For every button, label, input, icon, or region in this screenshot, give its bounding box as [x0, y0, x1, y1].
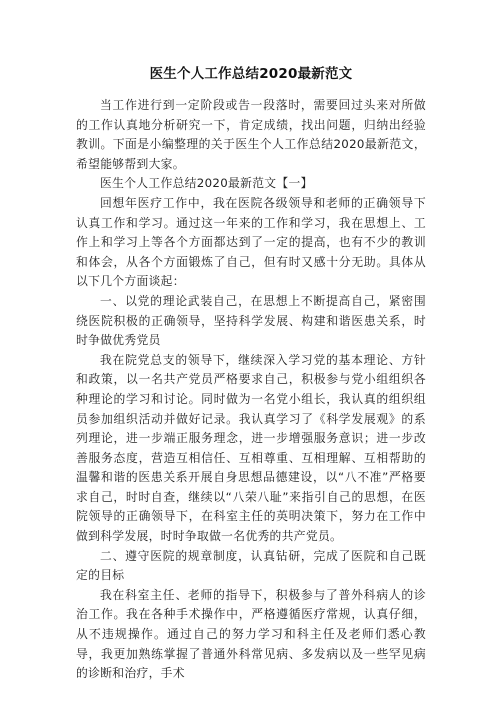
intro-paragraph: 当工作进行到一定阶段或告一段落时，需要回过头来对所做的工作认真地分析研究一下，肯定成绩，找出问题，归纳出经验教训。下面是小编整理的关于医生个人工作总结2020最新范文，希望能够帮到大家。 [76, 98, 426, 171]
document-title: 医生个人工作总结2020最新范文 [149, 66, 353, 82]
point-heading-1: 一、以党的理论武装自己，在思想上不断提高自己，紧密围绕医院积极的正确领导，坚持科学发展、构建和谐医患关系，时时争做优秀党员 [76, 293, 426, 348]
point-heading-2: 二、遵守医院的规章制度，认真钻研，完成了医院和自己既定的目标 [76, 548, 426, 583]
body-paragraph: 我在院党总支的领导下，继续深入学习党的基本理论、方针和政策，以一名共产党员严格要求自己，积极参与党小组组织各种理论的学习和讨论。同时做为一名党小组长，我认真的组织组员参加组织活动并做好记录。我认真学习了《科学发展观》的系列理论，进一步端正服务理念，进一步增强服务意识；进一步改善服务态度，营造互相信任、互相尊重、互相理解、互相帮助的温馨和谐的医患关系开展自身思想品德建设，以“八不准”严格要求自己，时时自查，继续以“八荣八耻”来指引自己的思想，在医院领导的正确领导下，在科室主任的英明决策下，努力在工作中做到科学发展，时时争取做一名优秀的共产党员。 [76, 352, 426, 544]
body-paragraph: 我在科室主任、老师的指导下，积极参与了普外科病人的诊治工作。我在各种手术操作中，严格遵循医疗常规，认真仔细，从不违规操作。通过自己的努力学习和科主任及老师们悉心教导，我更加熟练掌握了普通外科常见病、多发病以及一些罕见病的诊断和治疗，手术 [76, 587, 426, 681]
section-heading-1: 医生个人工作总结2020最新范文【一】 [100, 176, 313, 191]
body-paragraph: 回想年医疗工作中，我在医院各级领导和老师的正确领导下认真工作和学习。通过这一年来的工作和学习，我在思想上、工作上和学习上等各个方面都达到了一定的提高，也有不少的教训和体会，从各个方面锻炼了自己，但有时又感十分无助。具体从以下几个方面谈起： [76, 195, 426, 289]
